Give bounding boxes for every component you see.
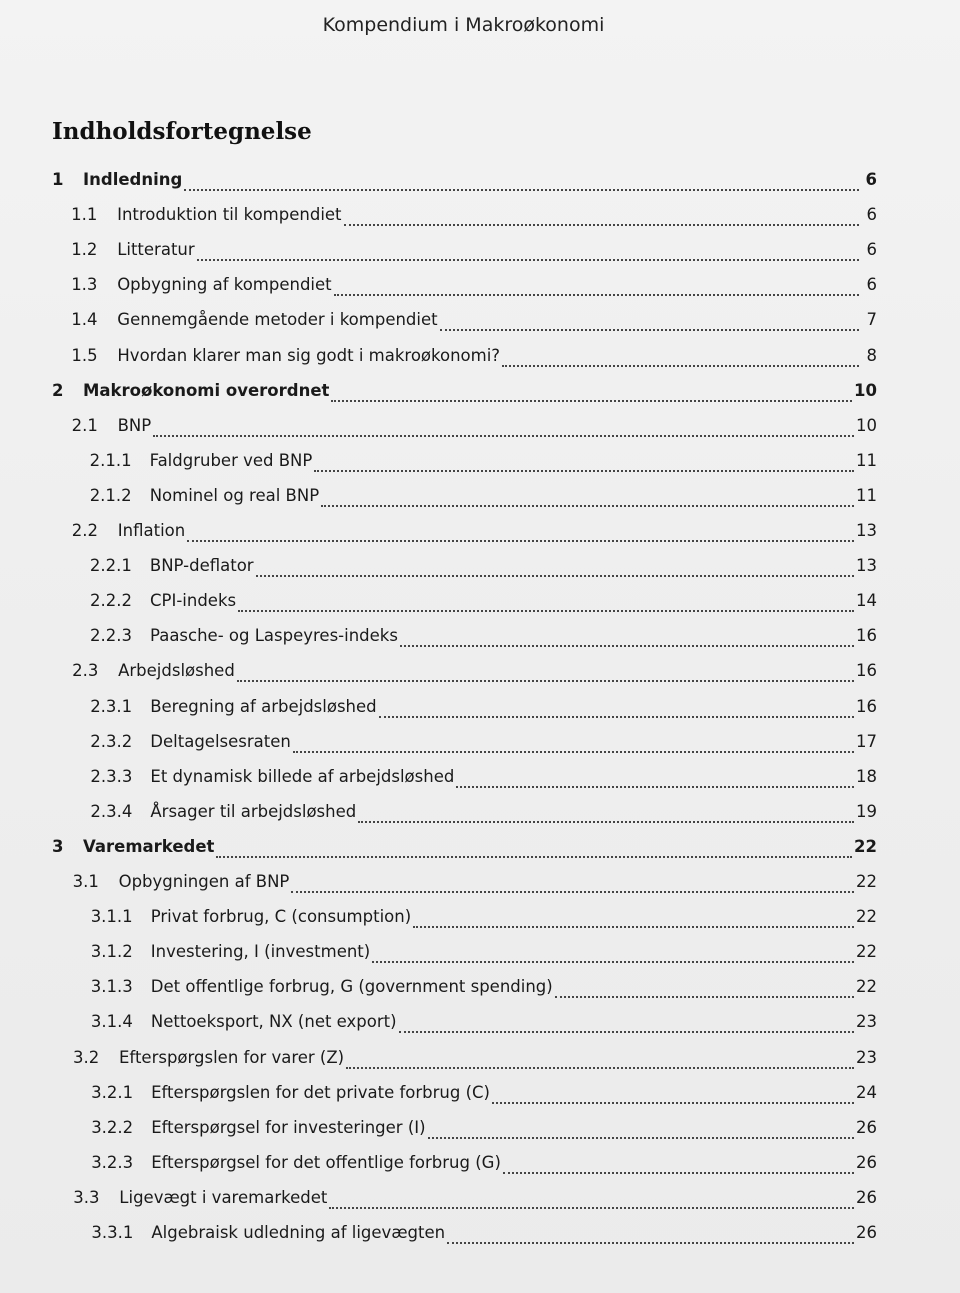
toc-entry-title: Opbygning af kompendiet (117, 275, 332, 294)
toc-entry-page: 22 (855, 907, 877, 926)
toc-entry-title: Efterspørgsel for det offentlige forbrug (G) (151, 1153, 501, 1172)
toc-entry[interactable] (91, 1118, 877, 1144)
toc-entry-page: 6 (866, 205, 877, 224)
toc-entry-title: Paasche- og Laspeyres-indeks (150, 626, 398, 645)
toc-entry[interactable] (72, 416, 877, 442)
toc-entry-number: 3.1.1 (90, 907, 133, 926)
toc-entry-page: 26 (855, 1153, 877, 1172)
toc-entry-title: Arbejdsløshed (118, 661, 235, 680)
toc-entry-number: 2.3.4 (90, 802, 133, 821)
toc-dot-leader (379, 716, 854, 718)
toc-dot-leader (334, 294, 859, 296)
toc-entry-number: 1.5 (71, 346, 98, 365)
toc-entry-page: 23 (855, 1012, 877, 1031)
toc-entry-page: 17 (855, 732, 877, 751)
toc-entry-title: Deltagelsesraten (150, 732, 291, 751)
toc-entry-number: 3.3 (73, 1188, 100, 1207)
toc-entry-number: 2.3 (72, 661, 99, 680)
toc-entry-page: 18 (855, 767, 877, 786)
toc-entry-number: 1 (52, 170, 64, 189)
toc-entry-page: 16 (855, 661, 877, 680)
toc-entry-title: Efterspørgslen for det private forbrug (C) (151, 1083, 490, 1102)
toc-entry-title: Indledning (83, 170, 183, 189)
toc-entry-title: Introduktion til kompendiet (117, 205, 342, 224)
toc-entry-page: 11 (855, 451, 877, 470)
toc-entry-title: Investering, I (investment) (150, 942, 371, 961)
toc-entry-page: 26 (855, 1223, 877, 1242)
toc-dot-leader (238, 610, 854, 612)
toc-dot-leader (502, 365, 859, 367)
toc-entry-number: 2.3.1 (90, 697, 133, 716)
toc-entry-number: 2.2.1 (89, 556, 132, 575)
toc-entry-title: Algebraisk udledning af ligevægten (151, 1223, 446, 1242)
toc-dot-leader (237, 680, 854, 682)
toc-entry-title: Varemarkedet (83, 837, 215, 856)
toc-entry-number: 3.3.1 (91, 1223, 134, 1242)
toc-entry-number: 3.1.3 (90, 977, 133, 996)
toc-dot-leader (447, 1242, 854, 1244)
toc-entry-number: 2.1.2 (89, 486, 132, 505)
toc-entry[interactable] (71, 240, 877, 266)
toc-dot-leader (358, 821, 854, 823)
toc-entry[interactable] (52, 381, 877, 407)
toc-dot-leader (372, 961, 854, 963)
toc-dot-leader (256, 575, 854, 577)
toc-entry-number: 3 (52, 837, 64, 856)
toc-dot-leader (293, 751, 854, 753)
toc-entry-page: 24 (855, 1083, 877, 1102)
toc-entry-title: Nettoeksport, NX (net export) (150, 1012, 397, 1031)
toc-entry[interactable] (71, 205, 877, 231)
toc-dot-leader (400, 645, 854, 647)
toc-entry[interactable] (91, 942, 877, 968)
toc-entry[interactable] (91, 1223, 877, 1249)
toc-entry-title: Hvordan klarer man sig godt i makroøkonomi? (117, 346, 501, 365)
toc-entry[interactable] (91, 1012, 877, 1038)
toc-dot-leader (456, 786, 854, 788)
toc-entry-number: 2.2.2 (90, 591, 132, 610)
toc-entry-title: CPI-indeks (150, 591, 237, 610)
toc-entry[interactable] (52, 170, 877, 196)
toc-entry-number: 2.1.1 (89, 451, 132, 470)
toc-entry[interactable] (90, 802, 877, 828)
toc-entry-number: 2.2.3 (90, 626, 132, 645)
toc-entry-page: 22 (855, 872, 877, 891)
toc-entry[interactable] (73, 1048, 877, 1074)
toc-entry-title: Litteratur (117, 240, 195, 259)
toc-entry[interactable] (71, 275, 877, 301)
toc-dot-leader (331, 400, 852, 402)
toc-entry[interactable] (90, 732, 877, 758)
toc-entry-page: 7 (866, 310, 877, 329)
toc-entry-page: 19 (855, 802, 877, 821)
toc-entry[interactable] (91, 1083, 877, 1109)
toc-entry-number: 2.3.3 (90, 767, 133, 786)
toc-entry-number: 3.2 (73, 1048, 100, 1067)
toc-dot-leader (314, 470, 854, 472)
toc-entry-page: 16 (856, 626, 877, 645)
toc-entry-page: 11 (855, 486, 877, 505)
toc-dot-leader (492, 1102, 854, 1104)
toc-entry-title: Årsager til arbejdsløshed (150, 802, 357, 821)
toc-entry[interactable] (90, 556, 877, 582)
toc-entry-page: 16 (855, 697, 877, 716)
toc-entry[interactable] (90, 451, 877, 477)
toc-entry-title: Efterspørgsel for investeringer (I) (151, 1118, 426, 1137)
toc-entry-page: 22 (855, 977, 877, 996)
toc-dot-leader (187, 540, 854, 542)
toc-entry-title: BNP (117, 416, 152, 435)
toc-entry-page: 26 (855, 1118, 877, 1137)
toc-entry[interactable] (90, 486, 877, 512)
toc-entry-page: 14 (856, 591, 877, 610)
toc-entry[interactable] (72, 521, 877, 547)
toc-dot-leader (399, 1031, 854, 1033)
toc-entry[interactable] (73, 872, 877, 898)
toc-dot-leader (197, 259, 859, 261)
toc-entry-page: 6 (866, 275, 877, 294)
toc-dot-leader (184, 189, 859, 191)
toc-entry-number: 3.1.2 (90, 942, 133, 961)
toc-entry-title: Et dynamisk billede af arbejdsløshed (150, 767, 455, 786)
toc-entry-title: Det offentlige forbrug, G (government spending) (150, 977, 553, 996)
toc-entry[interactable] (91, 907, 877, 933)
toc-entry-title: Inflation (117, 521, 186, 540)
toc-dot-leader (413, 926, 854, 928)
toc-entry-title: Opbygningen af BNP (118, 872, 290, 891)
toc-entry-page: 22 (855, 942, 877, 961)
toc-dot-leader (153, 435, 854, 437)
toc-entry[interactable] (71, 310, 877, 336)
toc-entry[interactable] (91, 977, 877, 1003)
toc-dot-leader (216, 856, 852, 858)
page-header: Kompendium i Makroøkonomi (322, 14, 605, 36)
toc-entry[interactable] (90, 697, 877, 723)
toc-entry-page: 6 (865, 170, 877, 189)
toc-entry[interactable] (71, 346, 877, 372)
toc-entry-number: 2 (52, 381, 64, 400)
toc-entry-number: 3.2.2 (91, 1118, 134, 1137)
toc-dot-leader (555, 996, 854, 998)
toc-entry[interactable] (73, 1188, 877, 1214)
toc-dot-leader (503, 1172, 854, 1174)
toc-entry-title: Ligevægt i varemarkedet (119, 1188, 328, 1207)
toc-entry-title: Makroøkonomi overordnet (83, 381, 330, 400)
toc-entry-page: 10 (854, 381, 877, 400)
toc-entry-number: 3.2.3 (91, 1153, 134, 1172)
toc-entry-number: 2.2 (71, 521, 99, 540)
toc-entry-title: Beregning af arbejdsløshed (150, 697, 377, 716)
toc-entry-number: 1.4 (71, 310, 98, 329)
toc-entry-number: 1.3 (71, 275, 98, 294)
toc-entry-page: 26 (855, 1188, 877, 1207)
toc-entry-page: 23 (856, 1048, 877, 1067)
toc-entry-page: 10 (855, 416, 877, 435)
toc-entry-title: Efterspørgslen for varer (Z) (119, 1048, 345, 1067)
toc-entry[interactable] (91, 1153, 877, 1179)
toc-entry[interactable] (72, 661, 877, 687)
toc-entry-page: 13 (855, 521, 877, 540)
toc-entry-number: 1.2 (71, 240, 98, 259)
toc-entry-number: 3.1.4 (90, 1012, 133, 1031)
toc-entry[interactable] (90, 626, 877, 652)
toc-dot-leader (329, 1207, 854, 1209)
toc-entry-title: Faldgruber ved BNP (149, 451, 313, 470)
toc-entry-number: 3.2.1 (91, 1083, 134, 1102)
toc-entry-page: 13 (855, 556, 877, 575)
toc-entry-number: 2.3.2 (90, 732, 133, 751)
toc-entry-title: Privat forbrug, C (consumption) (150, 907, 412, 926)
toc-entry-number: 1.1 (71, 205, 98, 224)
toc-title: Indholdsfortegnelse (52, 118, 312, 145)
toc-entry-title: Nominel og real BNP (149, 486, 320, 505)
toc-dot-leader (344, 224, 859, 226)
toc-entry-page: 6 (866, 240, 877, 259)
toc-entry-title: Gennemgående metoder i kompendiet (117, 310, 438, 329)
toc-dot-leader (428, 1137, 854, 1139)
toc-dot-leader (440, 329, 859, 331)
toc-dot-leader (346, 1067, 854, 1069)
toc-entry-page: 8 (866, 346, 877, 365)
toc-entry-number: 3.1 (72, 872, 99, 891)
toc-entry-title: BNP-deflator (149, 556, 254, 575)
toc-dot-leader (321, 505, 854, 507)
toc-dot-leader (291, 891, 854, 893)
toc-entry[interactable] (90, 591, 877, 617)
toc-entry-number: 2.1 (71, 416, 98, 435)
toc-entry-page: 22 (854, 837, 877, 856)
toc-entry[interactable] (90, 767, 877, 793)
toc-entry[interactable] (52, 837, 877, 863)
